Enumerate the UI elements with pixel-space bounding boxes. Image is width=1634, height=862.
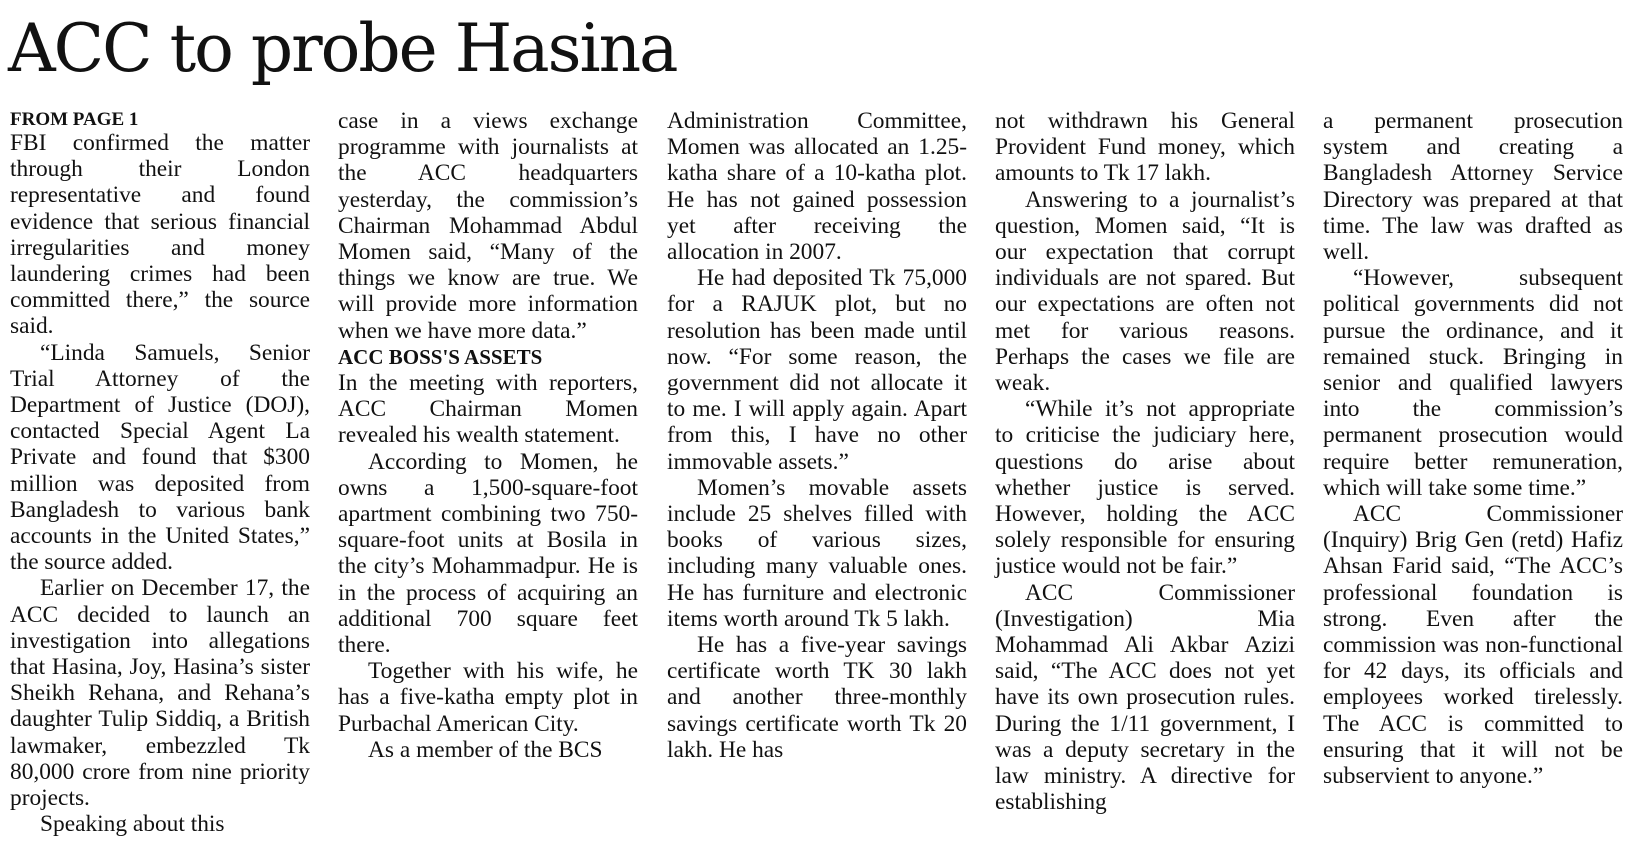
paragraph: As a member of the BCS bbox=[368, 736, 603, 763]
continued-from-label: FROM PAGE 1 bbox=[10, 109, 139, 130]
paragraph: a permanent prosecution system and creating a Bangladesh Attorney Service Directory was prepared at that time. The law was drafted as well. bbox=[1323, 108, 1623, 266]
paragraph: He has a five-year savings certificate worth TK 30 lakh and another three-monthly savings certificate worth Tk 20 lakh. He has bbox=[667, 632, 967, 763]
paragraph: He had deposited Tk 75,000 for a RAJUK plot, but no resolution has been made until now. “For some reason, the government did not allocate it to me. I will apply again. Apart from this, I have no other immovable assets.” bbox=[667, 265, 967, 475]
paragraph: “However, subsequent political governments did not pursue the ordinance, and it remained stuck. Bringing in senior and qualified lawyers into the commission’s permanent prosecution would require better remuneration, which will take some time.” bbox=[1323, 265, 1623, 501]
paragraph: FBI confirmed the matter through their London representative and found evidence that serious financial irregularities and money laundering crimes had been committed there,” the source said. bbox=[10, 130, 310, 340]
paragraph: “Linda Samuels, Senior Trial Attorney of the Department of Justice (DOJ), contacted Special Agent La Private and found that $300 million was deposited from Bangladesh to various bank accounts in the United States,” the source added. bbox=[10, 339, 310, 576]
paragraph: ACC Commissioner (Investigation) Mia Mohammad Ali Akbar Azizi said, “The ACC does not yet have its own prosecution rules. During the 1/11 government, I was a deputy secretary in the law ministry. A directive for establishing bbox=[995, 579, 1295, 816]
article-column-3 bbox=[667, 108, 967, 763]
article-headline: ACC to probe Hasina bbox=[8, 10, 677, 87]
paragraph: Earlier on December 17, the ACC decided to launch an investigation into allegations that Hasina, Joy, Hasina’s sister Sheikh Rehana, and Rehana’s daughter Tulip Siddiq, a British lawmaker, embezzled Tk 80,000 crore from nine priority projects. bbox=[10, 575, 310, 812]
paragraph: case in a views exchange programme with journalists at the ACC headquarters yesterday, the commission’s Chairman Mohammad Abdul Momen said, “Many of the things we know are true. We will provide more information when we have more data.” bbox=[338, 108, 638, 344]
paragraph: Together with his wife, he has a five-katha empty plot in Purbachal American City. bbox=[338, 658, 638, 737]
article-column-1 bbox=[10, 110, 310, 837]
article-column-4 bbox=[995, 108, 1295, 815]
paragraph: “While it’s not appropriate to criticise the judiciary here, questions do arise about whether justice is served. However, holding the ACC solely responsible for ensuring justice would not be fair.” bbox=[995, 396, 1295, 580]
paragraph: Answering to a journalist’s question, Momen said, “It is our expectation that corrupt individuals are not spared. But our expectations are often not met for various reasons. Perhaps the cases we file are weak. bbox=[995, 186, 1295, 397]
article-column-2 bbox=[338, 108, 638, 763]
paragraph: Speaking about this bbox=[40, 811, 225, 838]
paragraph: Momen’s movable assets include 25 shelves filled with books of various sizes, including many valuable ones. He has furniture and electronic items worth around Tk 5 lakh. bbox=[667, 474, 967, 632]
subheading: ACC BOSS'S ASSETS bbox=[338, 344, 543, 369]
paragraph: ACC Commissioner (Inquiry) Brig Gen (retd) Hafiz Ahsan Farid said, “The ACC’s professional foundation is strong. Even after the commission was non-functional for 42 days, its officials and employees worked tirelessly. The ACC is committed to ensuring that it will not be subservient to anyone.” bbox=[1323, 501, 1623, 790]
article-column-5 bbox=[1323, 108, 1623, 789]
paragraph: not withdrawn his General Provident Fund money, which amounts to Tk 17 lakh. bbox=[995, 108, 1295, 187]
paragraph: In the meeting with reporters, ACC Chairman Momen revealed his wealth statement. bbox=[338, 370, 638, 449]
paragraph: Administration Committee, Momen was allocated an 1.25-katha share of a 10-katha plot. He has not gained possession yet after receiving the allocation in 2007. bbox=[667, 108, 967, 266]
paragraph: According to Momen, he owns a 1,500-square-foot apartment combining two 750-square-foot units at Bosila in the city’s Mohammadpur. He is in the process of acquiring an additional 700 square feet there. bbox=[338, 448, 638, 659]
